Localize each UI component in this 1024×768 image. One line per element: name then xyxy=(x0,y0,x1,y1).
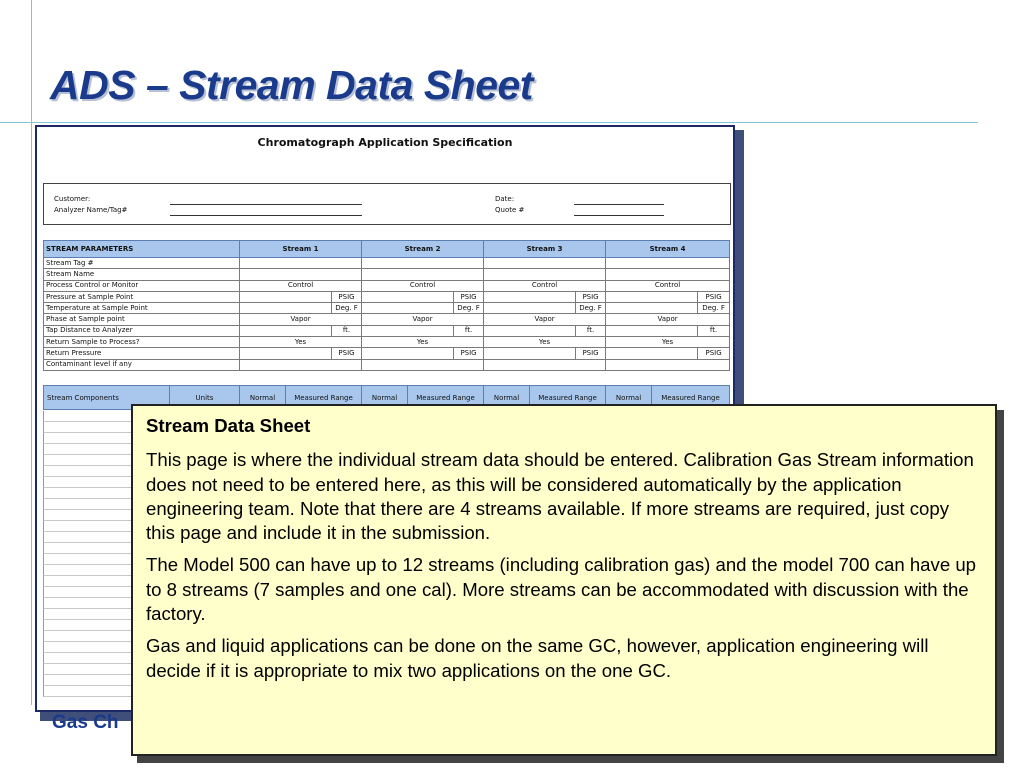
stream-header: Stream 3 xyxy=(484,241,606,258)
slide-footer: Gas Ch xyxy=(52,712,119,733)
param-cell[interactable] xyxy=(240,348,332,359)
param-cell[interactable] xyxy=(484,325,576,336)
param-cell[interactable] xyxy=(606,325,698,336)
param-cell[interactable] xyxy=(362,269,484,280)
stream-header: Stream 2 xyxy=(362,241,484,258)
callout-paragraph: Gas and liquid applications can be done on the same GC, however, application engineering will decide if it is appropriate to mix two applications on the one GC. xyxy=(146,635,929,681)
param-unit: ft. xyxy=(454,325,484,336)
components-header-cell: Normal xyxy=(484,386,530,410)
param-label: Stream Tag # xyxy=(44,258,240,269)
param-unit: PSIG xyxy=(576,291,606,302)
stream-header: Stream 4 xyxy=(606,241,730,258)
components-header-cell: Units xyxy=(170,386,240,410)
param-cell[interactable] xyxy=(606,359,730,370)
param-row xyxy=(44,314,730,325)
param-label: Process Control or Monitor xyxy=(44,280,240,291)
param-row xyxy=(44,291,730,302)
param-cell[interactable]: Control xyxy=(362,280,484,291)
param-cell[interactable] xyxy=(484,303,576,314)
sheet-title: Chromatograph Application Specification xyxy=(257,136,513,149)
components-header-cell: Measured Range xyxy=(652,386,730,410)
params-header-label: STREAM PARAMETERS xyxy=(44,241,240,258)
components-header-cell: Normal xyxy=(240,386,286,410)
param-cell[interactable] xyxy=(240,291,332,302)
param-label: Pressure at Sample Point xyxy=(44,291,240,302)
param-row xyxy=(44,325,730,336)
callout-paragraph: This page is where the individual stream data should be entered. Calibration Gas Stream information does not need to be entered here, as this will be considered automatically by the application engineering team. Note that there are 4 streams available. If more streams are required, just copy this page and include it in the submission. xyxy=(146,449,974,544)
customer-box xyxy=(43,183,731,225)
param-label: Contaminant level if any xyxy=(44,359,240,370)
date-label: Date: xyxy=(495,195,515,203)
param-row xyxy=(44,269,730,280)
param-label: Stream Name xyxy=(44,269,240,280)
param-label: Tap Distance to Analyzer xyxy=(44,325,240,336)
param-unit: Deg. F xyxy=(698,303,730,314)
param-cell[interactable] xyxy=(240,303,332,314)
param-cell[interactable] xyxy=(362,359,484,370)
slide-title: ADS – Stream Data Sheet xyxy=(50,62,533,108)
param-unit: ft. xyxy=(576,325,606,336)
param-label: Phase at Sample point xyxy=(44,314,240,325)
param-unit: Deg. F xyxy=(332,303,362,314)
date-line xyxy=(574,204,664,205)
param-cell[interactable] xyxy=(606,291,698,302)
analyzer-label: Analyzer Name/Tag# xyxy=(54,206,128,214)
param-cell[interactable]: Control xyxy=(484,280,606,291)
param-unit: PSIG xyxy=(698,348,730,359)
param-unit: PSIG xyxy=(576,348,606,359)
param-label: Temperature at Sample Point xyxy=(44,303,240,314)
param-cell[interactable] xyxy=(362,325,454,336)
quote-line xyxy=(574,215,664,216)
param-label: Return Sample to Process? xyxy=(44,337,240,348)
param-row xyxy=(44,303,730,314)
param-cell[interactable] xyxy=(240,325,332,336)
analyzer-line xyxy=(170,215,362,216)
param-unit: Deg. F xyxy=(454,303,484,314)
param-cell[interactable] xyxy=(484,269,606,280)
param-row xyxy=(44,280,730,291)
param-cell[interactable] xyxy=(240,269,362,280)
param-cell[interactable] xyxy=(362,258,484,269)
param-unit: ft. xyxy=(332,325,362,336)
components-header-cell: Stream Components xyxy=(44,386,170,410)
param-cell[interactable] xyxy=(484,258,606,269)
callout-heading: Stream Data Sheet xyxy=(146,415,311,436)
components-header-cell: Measured Range xyxy=(286,386,362,410)
param-cell[interactable]: Control xyxy=(240,280,362,291)
param-cell[interactable] xyxy=(362,303,454,314)
components-header-cell: Normal xyxy=(362,386,408,410)
param-cell[interactable]: Yes xyxy=(362,337,484,348)
param-cell[interactable] xyxy=(484,291,576,302)
param-unit: PSIG xyxy=(332,348,362,359)
components-header-cell: Normal xyxy=(606,386,652,410)
stream-header: Stream 1 xyxy=(240,241,362,258)
callout-paragraph: The Model 500 can have up to 12 streams (including calibration gas) and the model 700 can have up to 8 streams (7 samples and one cal). More streams can be accommodated with discussion with the factory. xyxy=(146,554,977,625)
quote-label: Quote # xyxy=(495,206,525,214)
components-header-cell: Measured Range xyxy=(408,386,484,410)
param-cell[interactable]: Vapor xyxy=(484,314,606,325)
param-row xyxy=(44,348,730,359)
param-cell[interactable]: Yes xyxy=(484,337,606,348)
param-cell[interactable]: Yes xyxy=(240,337,362,348)
param-cell[interactable] xyxy=(362,348,454,359)
param-row xyxy=(44,359,730,370)
customer-label: Customer: xyxy=(54,195,91,203)
param-cell[interactable] xyxy=(484,359,606,370)
callout-box xyxy=(131,404,997,756)
param-cell[interactable]: Vapor xyxy=(240,314,362,325)
guide-line-vertical xyxy=(31,0,32,705)
param-row xyxy=(44,258,730,269)
param-cell[interactable] xyxy=(240,359,362,370)
param-cell[interactable]: Vapor xyxy=(606,314,730,325)
param-row xyxy=(44,337,730,348)
param-cell[interactable]: Vapor xyxy=(362,314,484,325)
param-cell[interactable] xyxy=(606,348,698,359)
param-unit: PSIG xyxy=(698,291,730,302)
param-cell[interactable] xyxy=(362,291,454,302)
params-header-row xyxy=(44,241,730,258)
stream-parameters-table xyxy=(43,240,730,371)
customer-line xyxy=(170,204,362,205)
param-unit: PSIG xyxy=(454,291,484,302)
param-cell[interactable] xyxy=(606,303,698,314)
param-cell[interactable] xyxy=(484,348,576,359)
param-cell[interactable] xyxy=(606,269,730,280)
components-header-cell: Measured Range xyxy=(530,386,606,410)
guide-line-horizontal xyxy=(0,122,978,123)
param-unit: PSIG xyxy=(332,291,362,302)
param-cell[interactable]: Yes xyxy=(606,337,730,348)
param-cell[interactable] xyxy=(240,258,362,269)
param-cell[interactable] xyxy=(606,258,730,269)
param-unit: ft. xyxy=(698,325,730,336)
param-unit: Deg. F xyxy=(576,303,606,314)
param-unit: PSIG xyxy=(454,348,484,359)
param-label: Return Pressure xyxy=(44,348,240,359)
param-cell[interactable]: Control xyxy=(606,280,730,291)
